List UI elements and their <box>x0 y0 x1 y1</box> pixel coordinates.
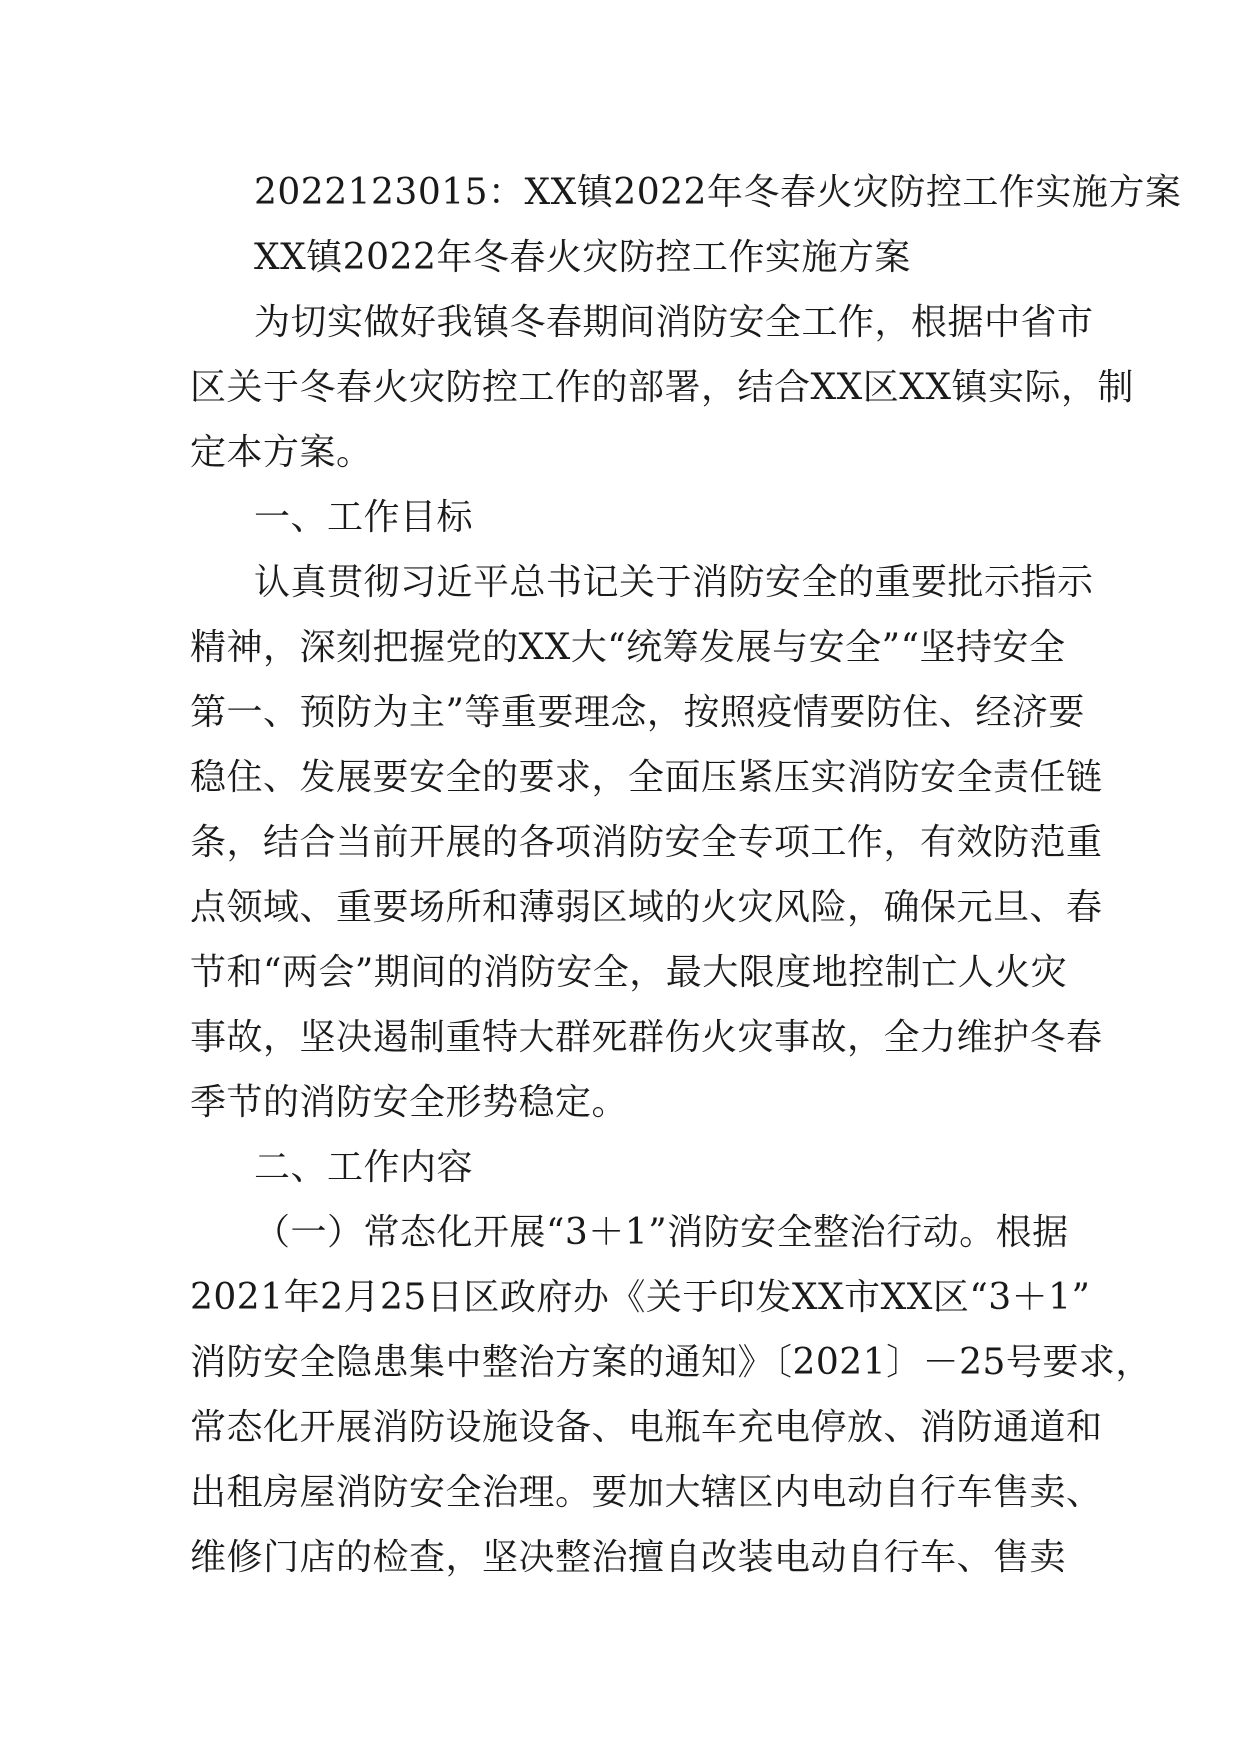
body-line: 条，结合当前开展的各项消防安全专项工作，有效防范重 <box>190 822 1103 863</box>
body-line: 常态化开展消防设施设备、电瓶车充电停放、消防通道和 <box>190 1407 1103 1448</box>
document-body <box>190 160 1182 1590</box>
body-line: 节和“两会”期间的消防安全，最大限度地控制亡人火灾 <box>190 952 1068 993</box>
body-line: 点领域、重要场所和薄弱区域的火灾风险，确保元旦、春 <box>190 887 1103 928</box>
body-line: 为切实做好我镇冬春期间消防安全工作，根据中省市 <box>254 302 1094 343</box>
body-line: 季节的消防安全形势稳定。 <box>190 1082 629 1123</box>
body-line: 定本方案。 <box>190 432 373 473</box>
document-title: XX镇2022年冬春火灾防控工作实施方案 <box>254 237 911 278</box>
body-line: 稳住、发展要安全的要求，全面压紧压实消防安全责任链 <box>190 757 1103 798</box>
body-line: （一）常态化开展“3＋1”消防安全整治行动。根据 <box>254 1212 1069 1253</box>
body-line: 事故，坚决遏制重特大群死群伤火灾事故，全力维护冬春 <box>190 1017 1103 1058</box>
section-heading-content: 二、工作内容 <box>254 1147 474 1188</box>
body-line: 认真贯彻习近平总书记关于消防安全的重要批示指示 <box>254 562 1094 603</box>
body-line: 维修门店的检查，坚决整治擅自改装电动自行车、售卖 <box>190 1537 1067 1578</box>
document-heading-numbered: 2022123015：XX镇2022年冬春火灾防控工作实施方案 <box>254 172 1182 213</box>
body-line: 区关于冬春火灾防控工作的部署，结合XX区XX镇实际，制 <box>190 367 1135 408</box>
body-line: 第一、预防为主”等重要理念，按照疫情要防住、经济要 <box>190 692 1085 733</box>
body-line: 出租房屋消防安全治理。要加大辖区内电动自行车售卖、 <box>190 1472 1103 1513</box>
body-line: 消防安全隐患集中整治方案的通知》〔2021〕－25号要求， <box>190 1342 1152 1383</box>
body-line: 精神，深刻把握党的XX大“统筹发展与安全”“坚持安全 <box>190 627 1066 668</box>
body-line: 2021年2月25日区政府办《关于印发XX市XX区“3＋1” <box>190 1277 1091 1318</box>
section-heading-goals: 一、工作目标 <box>254 497 474 538</box>
